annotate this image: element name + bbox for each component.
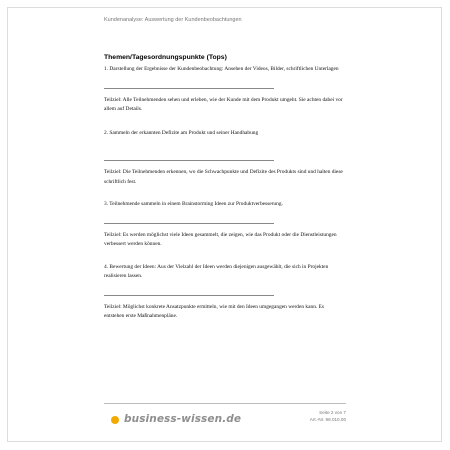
document-header: Kundenanalyse: Auswertung der Kundenbeobachtungen: [104, 17, 242, 23]
agenda-item-4: 4. Bewertung der Ideen: Aus der Vielzahl der Ideen werden diejenigen ausgewählt, die sich in Projekten realisieren lassen.: [104, 263, 329, 279]
writing-line: [104, 160, 274, 161]
page-info: [310, 410, 346, 423]
agenda-goal-3: Teilziel: Es werden möglichst viele Ideen gesammelt, die zeigen, wie das Produkt oder die Dienstleistungen verbessert werden können.: [104, 231, 337, 247]
document-body: [104, 54, 344, 322]
agenda-item-1: 1. Darstellung der Ergebnisse der Kundenbeobachtung: Ansehen der Videos, Bilder, schriftlichen Unterlagen: [104, 66, 339, 72]
article-number: Art.-Nr. 98.010.00: [309, 416, 346, 422]
logo-dot-icon: [111, 416, 119, 424]
brand-logo: business-wissen.de: [124, 413, 242, 425]
section-heading: Themen/Tagesordnungspunkte (Tops): [104, 54, 227, 61]
footer-divider: [104, 403, 346, 404]
page-number: Seite 2 von 7: [319, 410, 346, 415]
agenda-goal-2: Teilziel: Die Teilnehmenden erkennen, wo die Schwachpunkte und Defizite des Produkts sind und halten diese schriftlich fest.: [104, 169, 343, 185]
writing-line: [104, 88, 274, 89]
writing-line: [104, 295, 274, 296]
agenda-item-2: 2. Sammeln der erkannten Defizite am Produkt und seiner Handhabung: [104, 129, 259, 136]
writing-line: [104, 223, 274, 224]
agenda-goal-1: Teilziel: Alle Teilnehmenden sehen und erleben, wie der Kunde mit dem Produkt umgeht. Sie achten dabei vor allem auf Details.: [104, 96, 343, 112]
agenda-item-3: 3. Teilnehmende sammeln in einem Brainstorming Ideen zur Produktverbesserung.: [104, 201, 283, 207]
agenda-goal-4: Teilziel: Möglichst konkrete Ansatzpunkte ermitteln, wie mit den Ideen umgegangen werden kann. Es entstehen erste Maßnahmenpläne.: [104, 303, 324, 319]
